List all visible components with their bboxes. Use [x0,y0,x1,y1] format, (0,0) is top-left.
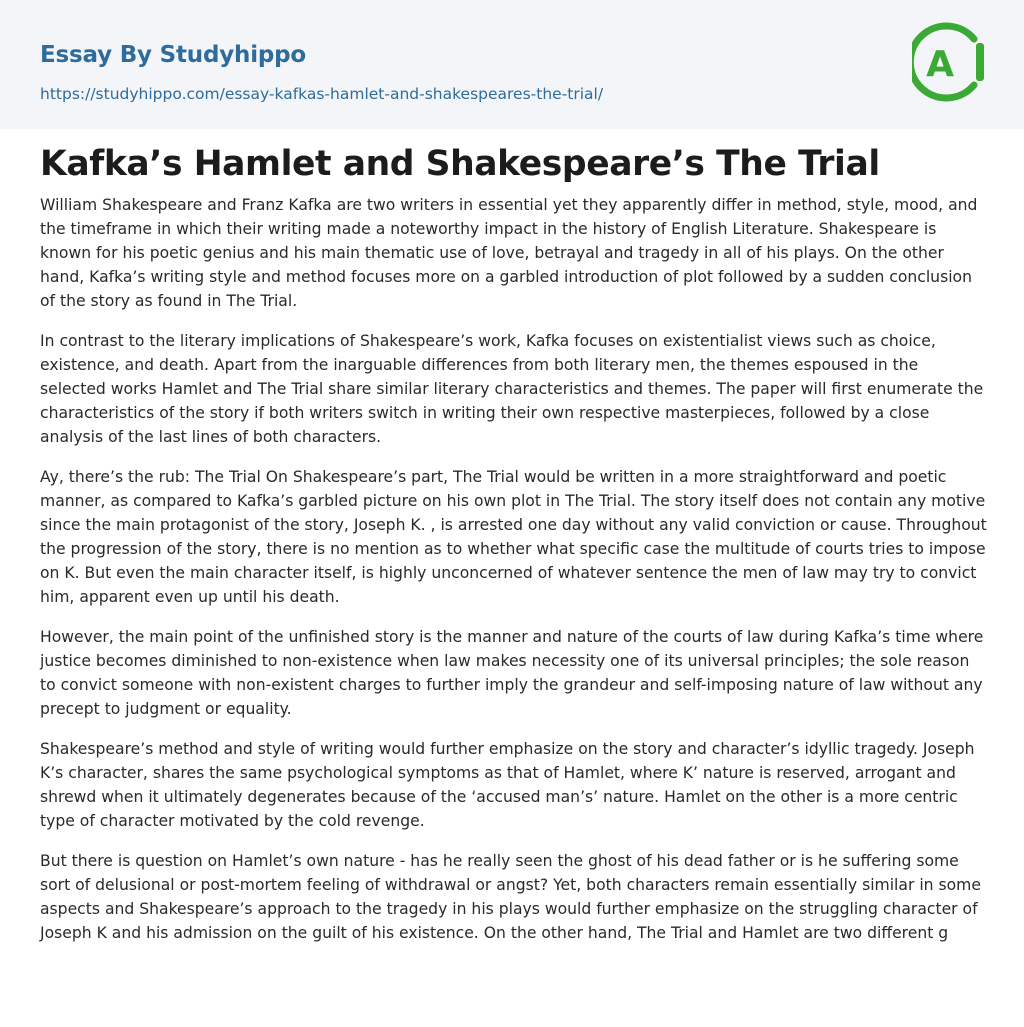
essay-body [40,193,988,961]
essay-title: Kafka’s Hamlet and Shakespeare’s The Trial [40,144,880,184]
essay-paragraph: However, the main point of the unfinished story is the manner and nature of the courts of law during Kafka’s time where justice becomes diminished to non-existence when law makes necessity one of its universal principles; the sole reason to convict someone with non-existent charges to further imply the grandeur and self-imposing nature of law without any precept to judgment or equality. [40,628,984,718]
essay-paragraph: But there is question on Hamlet’s own nature - has he really seen the ghost of his dead father or is he suffering some sort of delusional or post-mortem feeling of withdrawal or angst? Yet, both characters remain essentially similar in some aspects and Shakespeare’s approach to the tragedy in his plays would further emphasize on the struggling character of Joseph K and his admission on the guilt of his existence. On the other hand, The Trial and Hamlet are two different g [40,852,981,942]
essay-paragraph: Shakespeare’s method and style of writing would further emphasize on the story and character’s idyllic tragedy. Joseph K’s character, shares the same psychological symptoms as that of Hamlet, where K’ nature is reserved, arrogant and shrewd when it ultimately degenerates because of the ‘accused man’s’ nature. Hamlet on the other is a more centric type of character motivated by the cold revenge. [40,740,975,830]
essay-paragraph: William Shakespeare and Franz Kafka are two writers in essential yet they apparently differ in method, style, mood, and the timeframe in which their writing made a noteworthy impact in the history of English Literature. Shakespeare is known for his poetic genius and his main thematic use of love, betrayal and tragedy in all of his plays. On the other hand, Kafka’s writing style and method focuses more on a garbled introduction of plot followed by a sudden conclusion of the story as found in The Trial. [40,196,978,310]
studyhippo-logo-icon[interactable] [912,19,986,105]
site-brand[interactable]: Essay By Studyhippo [40,42,307,68]
site-header [0,0,1024,129]
logo-letter: A [926,44,954,85]
essay-url-link[interactable]: https://studyhippo.com/essay-kafkas-hamlet-and-shakespeares-the-trial/ [40,85,604,103]
essay-paragraph: In contrast to the literary implications of Shakespeare’s work, Kafka focuses on existentialist views such as choice, existence, and death. Apart from the inarguable differences from both literary men, the themes espoused in the selected works Hamlet and The Trial share similar literary characteristics and themes. The paper will first enumerate the characteristics of the story if both writers switch in writing their own respective masterpieces, followed by a close analysis of the last lines of both characters. [40,332,984,446]
essay-paragraph: Ay, there’s the rub: The Trial On Shakespeare’s part, The Trial would be written in a more straightforward and poetic manner, as compared to Kafka’s garbled picture on his own plot in The Trial. The story itself does not contain any motive since the main protagonist of the story, Joseph K. , is arrested one day without any valid conviction or cause. Throughout the progression of the story, there is no mention as to whether what specific case the multitude of courts tries to impose on K. But even the main character itself, is highly unconcerned of whatever sentence the men of law may try to convict him, apparent even up until his death. [40,468,987,606]
